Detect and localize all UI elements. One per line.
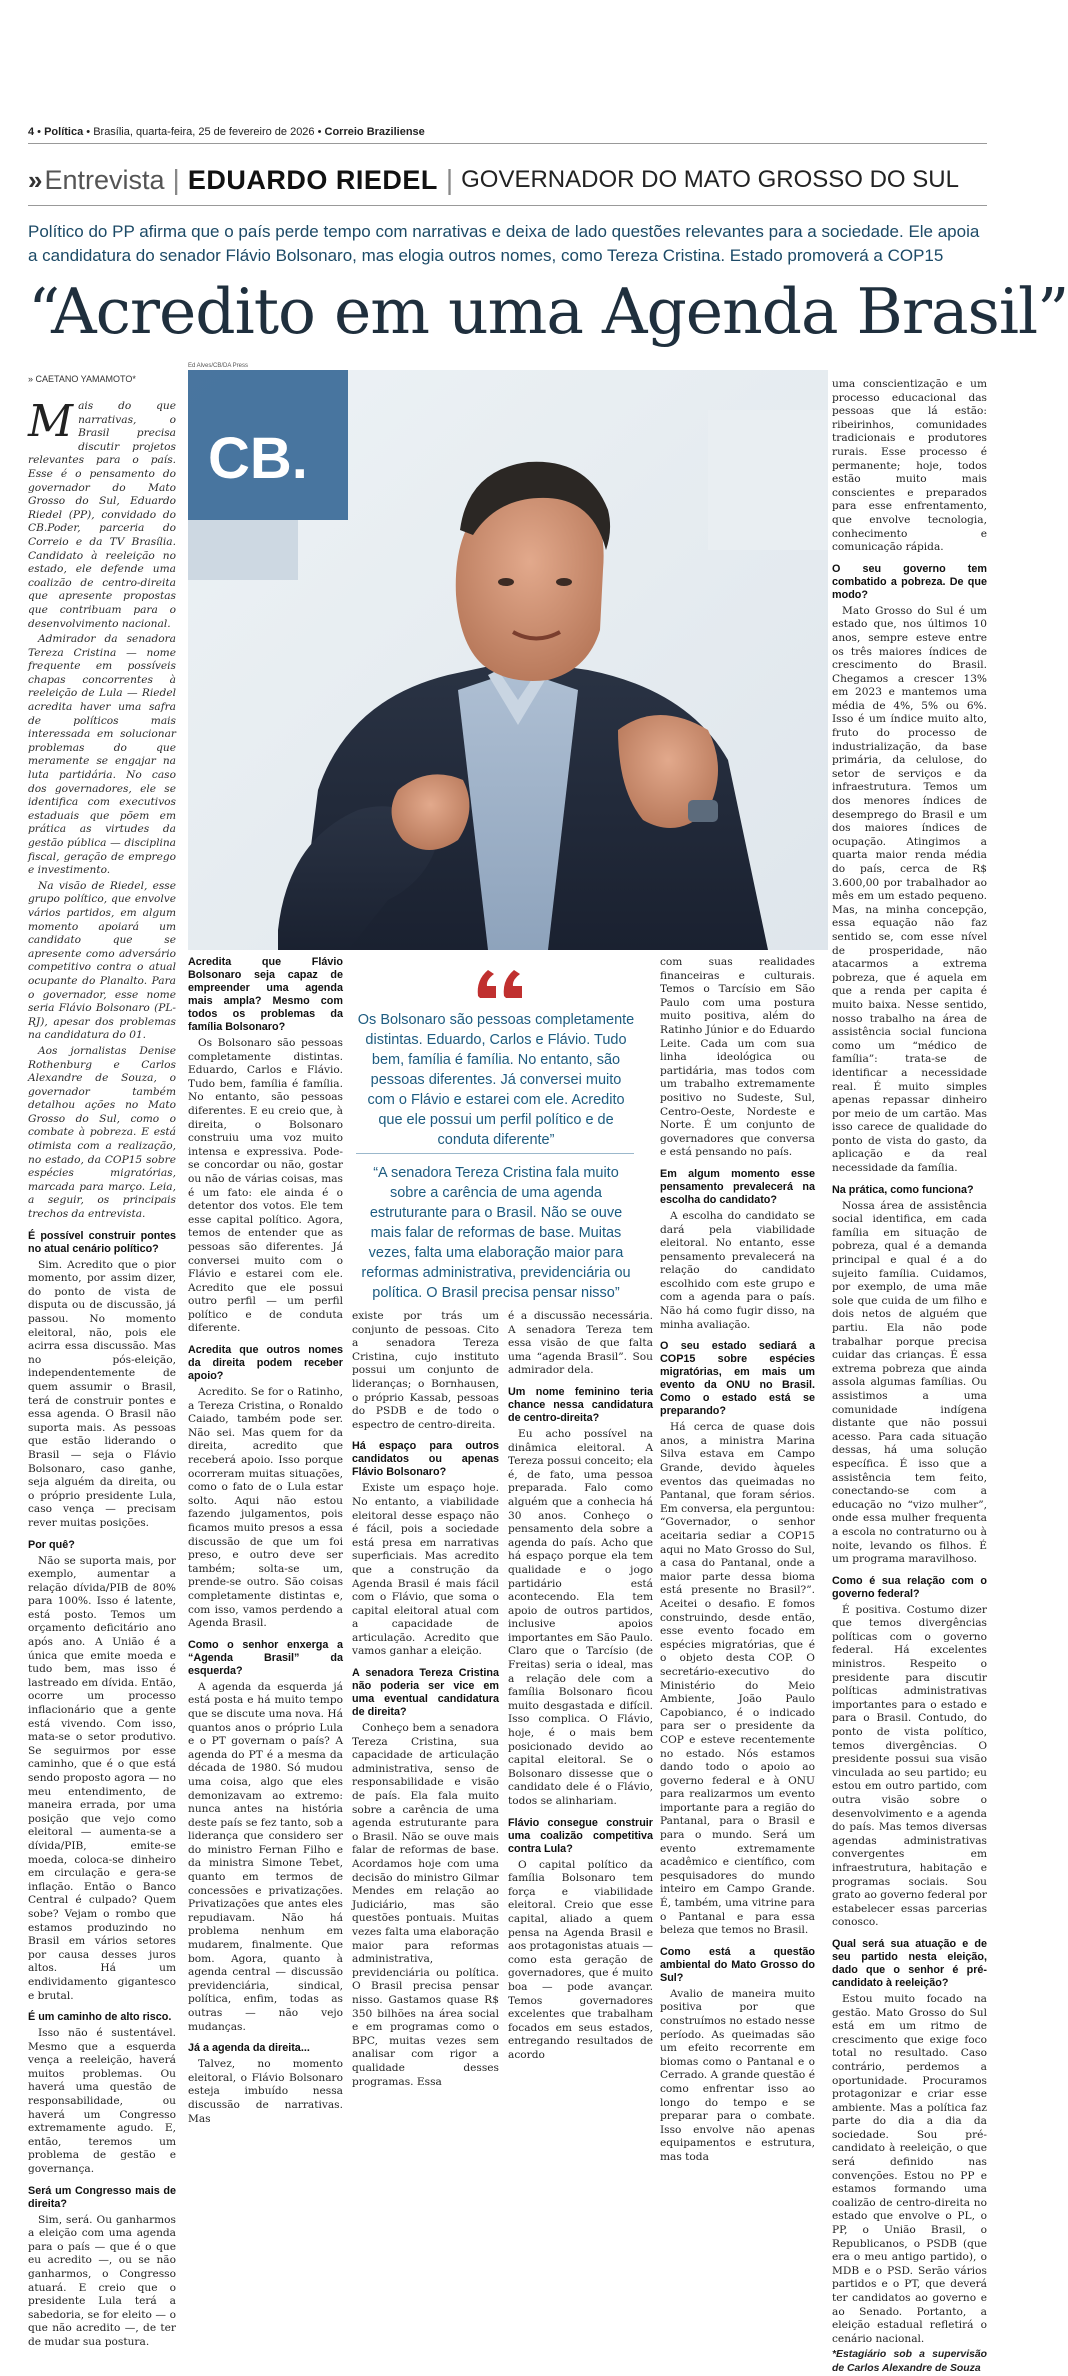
pull-quote-1: Os Bolsonaro são pessoas completamente distintas. Eduardo, Carlos e Flávio. Tudo bem, família é família. No entanto, são pessoas diferentes. Já conversei muito com o Flávio e estarei com ele. Acredito que ele possui um perfil político e de conduta diferente” <box>357 1012 635 1148</box>
kicker-separator: | <box>172 164 180 195</box>
answer: Talvez, no momento eleitoral, o Flávio Bolsonaro esteja imbuído nessa discussão de narrativas. Mas <box>188 2058 343 2125</box>
answer: Acredito. Se for o Ratinho, a Tereza Cristina, o Ronaldo Caiado, também pode ser. Não sei. Mas quem for da direita, acredito que receberá apoio. Isso porque ocorreram muitas situações, como o fato de o Lula estar solto. Aqui não estou fazendo julgamentos, pois ficamos muito presos a essa discussão de que um foi preso, e outro deve ser também; solta-se um, prende-se outro. São coisas completamente distintas e, com isso, vamos perdendo a Agenda Brasil. <box>188 1386 343 1630</box>
article-headline: “Acredito em uma Agenda Brasil” <box>28 275 1068 348</box>
question: Como está a questão ambiental do Mato Grosso do Sul? <box>660 1945 815 1984</box>
answer: com suas realidades financeiras e culturais. Temos o Tarcísio em São Paulo com uma postura muito positiva, além do Ratinho Júnior e do Eduardo Leite. Cada um com sua linha ideológica ou partidária, mas todos com um trabalho extremamente positivo no Sudeste, Sul, Centro-Oeste, Nordeste e Norte. É um conjunto de governadores que conversa e está pensando no país. <box>660 956 815 1159</box>
place-date: Brasília, quarta-feira, 25 de fevereiro de 2026 <box>93 126 315 138</box>
column-1 <box>28 396 176 2348</box>
pull-quote-rule <box>356 1153 634 1154</box>
page-header: 4 • Política • Brasília, quarta-feira, 25 de fevereiro de 2026 • Correio Braziliense <box>28 126 425 138</box>
interviewee-photo <box>188 370 828 950</box>
intro-paragraph: Na visão de Riedel, esse grupo político, que envolve vários partidos, em algum momento apoiará um candidato que se apresente como adversário competitivo contra o atual ocupante do Planalto. Para o governador, esse nome seria Flávio Bolsonaro (PL-RJ), apesar dos problemas na candidatura do 01. <box>28 879 176 1042</box>
kicker-chevron: » <box>28 164 43 195</box>
question: Será um Congresso mais de direita? <box>28 2184 176 2210</box>
intro-text: ais do que narrativas, o Brasil precisa discutir projetos relevantes para o país. Esse é o pensamento do governador do Mato Grosso do Sul, Eduardo Riedel (PP), convidado do CB.Poder, parceria do Correio e da TV Brasília. Candidato à reeleição no estado, ele defende uma coalizão de centro-direita que apresente propostas que contribuam para o desenvolvimento nacional. <box>28 400 176 630</box>
answer: A agenda da esquerda já está posta e há muito tempo que se discute uma nova. Há quantos anos o próprio Lula e o PT governam o país? A agenda do PT é a mesma da década de 1980. Só mudou uma coisa, algo que eles demonizavam ao extremo: nunca antes na história deste país se fez tanto, sob a liderança que considero ser do ministro Fernan Filho e da ministra Simone Tebet, quanto em termos de concessões e privatizações. Privatizações que antes eles repudiavam. Não há problema nenhum em mudarem, finalmente. Que bom. Agora, quanto à agenda central — discussão previdenciária, sindical, política, enfim, todas as outras — não vejo mudanças. <box>188 1680 343 2033</box>
kicker-rule <box>28 205 987 206</box>
column-4 <box>508 1310 653 2061</box>
header-rule <box>28 143 987 144</box>
answer: é a discussão necessária. A senadora Tereza tem essa visão de que falta uma “agenda Brasil”. Sou admirador dela. <box>508 1310 653 1377</box>
answer: existe por trás um conjunto de pessoas. Cito a senadora Tereza Cristina, cujo instituto possui um conjunto de lideranças; o Bornhausen, o próprio Kassab, pessoas do PSDB e de todo o espectro de centro-direita. <box>352 1310 499 1431</box>
photo-illustration <box>188 370 828 950</box>
drop-cap: M <box>28 396 74 447</box>
kicker <box>28 160 959 200</box>
column-5 <box>660 956 815 2163</box>
column-6 <box>832 378 987 2374</box>
pull-quote-2: “A senadora Tereza Cristina fala muito sobre a carência de uma agenda estruturante para o Brasil. Não se ouve mais falar de reformas de base. Muitas vezes, falta uma elaboração maior para reformas administrativa, previdenciária ou política. O Brasil precisa pensar nisso” <box>361 1165 631 1301</box>
interviewee-name: EDUARDO RIEDEL <box>187 164 438 195</box>
interviewee-role: GOVERNADOR DO MATO GROSSO DO SUL <box>461 166 959 193</box>
answer: Não se suporta mais, por exemplo, aumentar a relação dívida/PIB de 80% para 100%. Isso é latente, está posto. Temos um orçamento deficitário ano após ano. A União é a única que emite moeda e tudo bem, mas isso é lastreado em dívida. Então, ocorre um processo inflacionário que a gente está vivendo. Com isso, mata-se o setor produtivo. Se seguirmos por esse caminho, que é o que está sendo proposto agora — no meu entendimento, de maneira errada, por uma posição que vejo como eleitoral — aumenta-se a dívida/PIB, emite-se moeda, coloca-se dinheiro em circulação e gera-se inflação. Então o Banco Central é culpado? Quem sobe? Vejam o rombo que estamos produzindo no Brasil em vários setores por causa desses juros altos. Há um endividamento gigantesco e brutal. <box>28 1554 176 2002</box>
answer: Estou muito focado na gestão. Mato Grosso do Sul está em um ritmo de crescimento que exige foco total no resultado. Caso contrário, perdemos a oportunidade. Procuramos protagonizar e criar esse ambiente. Mas a política faz parte do dia a dia da sociedade. Sou pré-candidato à reeleição, o que será definido nas convenções. Estou no PP e estamos formando uma coalizão de centro-direita no estado que envolve o PL, o PP, o União Brasil, o Republicanos, o PSDB (que era o meu antigo partido), o MDB e o PSD. Serão vários partidos e o PT, que deverá ter candidatos ao governo e ao Senado. Portanto, a eleição estadual refletirá o cenário nacional. <box>832 1992 987 2345</box>
question: Acredita que Flávio Bolsonaro seja capaz de empreender uma agenda mais ampla? Mesmo com todos os problemas da família Bolsonaro? <box>188 956 343 1033</box>
question: É possível construir pontes no atual cenário político? <box>28 1229 176 1255</box>
byline: » CAETANO YAMAMOTO* <box>28 374 136 384</box>
answer: O capital político da família Bolsonaro tem força e viabilidade eleitoral. Creio que esse capital, aliado a quem pensa na Agenda Brasil e aos protagonistas atuais — como esta geração de governadores, que é muito boa — pode avançar. Temos governadores excelentes que trabalham focados em seus estados, entregando resultados de acordo <box>508 1858 653 2061</box>
section-name: Política <box>44 126 84 138</box>
paper-name: Correio Braziliense <box>324 126 425 138</box>
intro-paragraph <box>28 396 176 631</box>
question: É um caminho de alto risco. <box>28 2011 172 2024</box>
question: O seu governo tem combatido a pobreza. De que modo? <box>832 562 987 601</box>
kicker-separator: | <box>445 164 454 195</box>
question: Qual será sua atuação e de seu partido nesta eleição, dado que o senhor é pré-candidato à reeleição? <box>832 1937 987 1989</box>
quote-mark-icon <box>474 966 530 1000</box>
article-deck: Político do PP afirma que o país perde tempo com narrativas e deixa de lado questões relevantes para a sociedade. Ele apoia a candidatura do senador Flávio Bolsonaro, mas elogia outros nomes, como Tereza Cristina. Estado promoverá a COP15 <box>28 222 980 265</box>
intro-paragraph: Aos jornalistas Denise Rothenburg e Carlos Alexandre de Souza, o governador também detalhou ações no Mato Grosso do Sul, como o combate à pobreza. E está otimista com a realização, no estado, da COP15 sobre espécies migratórias, marcada para março. Leia, a seguir, os principais trechos da entrevista. <box>28 1044 176 1221</box>
question: Como o senhor enxerga a “Agenda Brasil” da esquerda? <box>188 1638 343 1677</box>
question: Há espaço para outros candidatos ou apenas Flávio Bolsonaro? <box>352 1440 499 1479</box>
question: Acredita que outros nomes da direita podem receber apoio? <box>188 1344 343 1383</box>
answer: Há cerca de quase dois anos, a ministra Marina Silva estava em Campo Grande, devido àqueles eventos das queimadas no Pantanal, que foram sérios. Em conversa, ela perguntou: “Governador, o senhor aceitaria sediar a COP15 aqui no Mato Grosso do Sul, a casa do Pantanal, onde a maior parte dessa bioma está presente no Brasil?”. Aceitei o desafio. E fomos construindo, desde então, esse evento focado em espécies migratórias, que é o objeto desta COP. O secretário-executivo do Ministério do Meio Ambiente, João Paulo Capobianco, é o indicado para ser o presidente da COP e esteve recentemente no estado. Nós estamos dando todo o apoio ao governo federal e à ONU para realizarmos um evento importante para a região do Pantanal, para o Brasil e para o mundo. Será um evento extremamente acadêmico e científico, com pesquisadores do mundo inteiro em Campo Grande. É, também, uma vitrine para o Pantanal e para essa beleza que temos no Brasil. <box>660 1421 815 1937</box>
answer: Eu acho possível na dinâmica eleitoral. A Tereza possui conceito; ela é, de fato, uma pessoa preparada. Falo como alguém que a conhecia há 30 anos. Conheço o pensamento dela sobre a agenda do país. Acho que há espaço porque ela tem qualidade e o jogo partidário está acontecendo. Ela tem apoio de outros partidos, inclusive apoios importantes em São Paulo. Claro que o Tarcísio (de Freitas) seria o ideal, mas a relação dele com a família Bolsonaro ficou muito desgastada e difícil. Isso complica. O Flávio, hoje, é o mais bem posicionado devido ao capital eleitoral. Se o Bolsonaro dissesse que o candidato dele é o Flávio, todos se alinhariam. <box>508 1427 653 1807</box>
answer: Conheço bem a senadora Tereza Cristina, sua capacidade de articulação administrativa, senso de responsabilidade e visão de país. Ela fala muito sobre a carência de uma agenda estruturante para o Brasil. Não se ouve mais falar de reformas de base. Acordamos hoje com uma decisão do ministro Gilmar Mendes em relação ao Judiciário, mas são questões pontuais. Muitas vezes falta uma elaboração maior para reformas administrativa, previdenciária ou política. O Brasil precisa pensar nisso. Gastamos quase R$ 350 bilhões na área social e em programas como o BPC, muitas vezes sem analisar com rigor a qualidade desses programas. Essa <box>352 1722 499 2088</box>
answer: A escolha do candidato se dará pela viabilidade eleitoral. No entanto, esse pensamento prevalecerá na relação do candidato escolhido com este grupo e com a agenda para o país. Não há como fugir disso, na minha avaliação. <box>660 1209 815 1331</box>
column-3 <box>352 1310 499 2088</box>
question: Em algum momento esse pensamento prevalecerá na escolha do candidato? <box>660 1167 815 1206</box>
answer: uma conscientização e um processo educacional das pessoas que lá estão: ribeirinhos, comunidades tradicionais e produtores rurais. Esse processo é permanente; hoje, todos estão muito mais conscientes e preparados para esse enfrentamento, que envolve tecnologia, conhecimento e comunicação rápida. <box>832 378 987 554</box>
photo-logo: CB. <box>208 426 308 491</box>
answer: Nossa área de assistência social identifica, em cada família em situação de pobreza, qual é a demanda principal e qual é a do sujeito família. Cuidamos, por exemplo, de uma mãe sole que cuida de um filho e dois netos de alguém que partiu. Ela não pode trabalhar porque precisa cuidar das crianças. É essa extrema pobreza que ainda assola algumas famílias. Ou assistimos a uma comunidade indígena distante que não possui acesso. Para cada situação dessas, há uma solução específica. É isso que a assistência tem feito, conectando-se com a educação no “vizo mulher”, onde essa mulher frequenta a escola no contraturno ou à noite, levando os filhos. É um programa maravilhoso. <box>832 1199 987 1566</box>
answer: Isso não é sustentável. Mesmo que a esquerda vença a reeleição, haverá muitos problemas. Ou haverá uma questão de responsabilidade, ou haverá um Congresso extremamente agudo. E, então, teremos um problema de gestão e governança. <box>28 2027 176 2176</box>
author-note: *Estagiário sob a supervisão de Carlos Alexandre de Souza <box>832 2349 987 2374</box>
question: Flávio consegue construir uma coalizão competitiva contra Lula? <box>508 1816 653 1855</box>
question: A senadora Tereza Cristina não poderia ser vice em uma eventual candidatura de direita? <box>352 1667 499 1719</box>
question: Já a agenda da direita... <box>188 2042 310 2055</box>
answer: Avalio de maneira muito positiva por que construímos no estado nesse período. As queimadas são um efeito recorrente em biomas como o Pantanal e o Cerrado. A grande questão é como enfrentar isso ao longo do tempo e se preparar para o combate. Isso envolve não apenas equipamentos e estrutura, mas toda <box>660 1987 815 2163</box>
kicker-label: Entrevista <box>44 164 165 195</box>
question: Um nome feminino teria chance nessa candidatura de centro-direita? <box>508 1385 653 1424</box>
answer: Os Bolsonaro são pessoas completamente distintas. Eduardo, Carlos e Flávio. Tudo bem, família é família. No entanto, são pessoas diferentes. E eu creio que, à direita, o Bolsonaro construiu uma voz muito intensa e expressiva. Pode-se concordar ou não, gostar ou não de várias coisas, mas é um fato: ele ainda é o detentor dos votos. Ele tem esse capital político. Agora, temos de entender que as pessoas são diferentes. Já conversei muito com o Flávio e estarei com ele. Acredito que ele possui outro perfil — um perfil político e de conduta diferente. <box>188 1037 343 1335</box>
question: O seu estado sediará a COP15 sobre espécies migratórias, em mais um evento da ONU no Brasil. Como o estado está se preparando? <box>660 1340 815 1418</box>
answer: Sim. Acredito que o pior momento, por assim dizer, do ponto de vista de disputa ou de discussão, já passou. No momento eleitoral, não, pois ele acirra essa discussão. Mas no pós-eleição, independentemente de quem assumir o Brasil, terá de construir pontes e essa agenda. O Brasil não suporta mais. As pessoas que estão liderando o Brasil — seja o Flávio Bolsonaro, caso ganhe, seja alguém da direita, ou o próprio presidente Lula, caso vença — precisam rever muitas posições. <box>28 1258 176 1529</box>
answer: Sim, será. Ou ganharmos a eleição com uma agenda para o país — que é o que eu acredito —, ou se não ganharmos, o Congresso atuará. E creio que o presidente Lula terá a sabedoria, se for eleito — o que não acredito —, de ter de mudar sua postura. <box>28 2213 176 2348</box>
answer: Mato Grosso do Sul é um estado que, nos últimos 10 anos, sempre esteve entre os três maiores índices de crescimento do Brasil. Chegamos a crescer 13% em 2023 e mantemos uma média de 4%, 5% ou 6%. Isso é um índice muito alto, fruto do processo de industrialização, da base primária, da celulose, do setor de serviços e da infraestrutura. Temos um dos menores índices de desemprego do Brasil e um dos maiores índices de ocupação. Atingimos a quarta maior renda média do país, cerca de R$ 3.600,00 por trabalhador ao mês em um estado pequeno. Mas, na minha concepção, essa equação não faz sentido se, com esse nível de prosperidade, não atacarmos a extrema pobreza, que é aquela em que a renda per capita é muito baixa. Nesse sentido, nosso trabalho na área de assistência social funciona como um “médico de família”: trata-se de identificar a necessidade real. É muito simples apenas repassar dinheiro por meio de um cartão. Mas isso carece de qualidade do ponto de vista do gasto, da aplicação e da real necessidade da família. <box>832 604 987 1175</box>
column-2 <box>188 956 343 2125</box>
question: Por quê? <box>28 1538 75 1551</box>
intro-paragraph: Admirador da senadora Tereza Cristina — nome frequente em possíveis chapas concorrentes à reeleição de Lula — Riedel acredita haver uma safra de políticos mais interessada em solucionar problemas do que meramente se engajar na luta partidária. No caso dos governadores, ele se identifica com executivos estaduais que põem em prática as virtudes da gestão pública — disciplina fiscal, geração de emprego e investimento. <box>28 633 176 877</box>
answer: É positiva. Costumo dizer que temos divergências políticas com o governo federal. Há excelentes ministros. Respeito o presidente para discutir políticas administrativas importantes para o estado e para o Brasil. Contudo, do ponto de vista político, temos divergências. O presidente possui sua visão vinculada ao seu partido; eu estou em outro partido, com outra visão sobre o desenvolvimento e a agenda do país. Mas temos diversas agendas administrativas convergentes em infraestrutura, habitação e programas sociais. Sou grato ao governo federal por estabelecer essas parcerias conosco. <box>832 1603 987 1929</box>
photo-credit: Ed Alves/CB/DA Press <box>188 363 249 369</box>
question: Como é sua relação com o governo federal? <box>832 1574 987 1600</box>
page-number: 4 <box>28 126 35 138</box>
question: Na prática, como funciona? <box>832 1183 974 1196</box>
answer: Existe um espaço hoje. No entanto, a viabilidade eleitoral desse espaço não é fácil, pois a sociedade está presa em narrativas superficiais. Mas acredito que a construção da Agenda Brasil é mais fácil com o Flávio, que soma o capital eleitoral atual com a capacidade de articulação. Acredito que vamos ganhar a eleição. <box>352 1482 499 1658</box>
